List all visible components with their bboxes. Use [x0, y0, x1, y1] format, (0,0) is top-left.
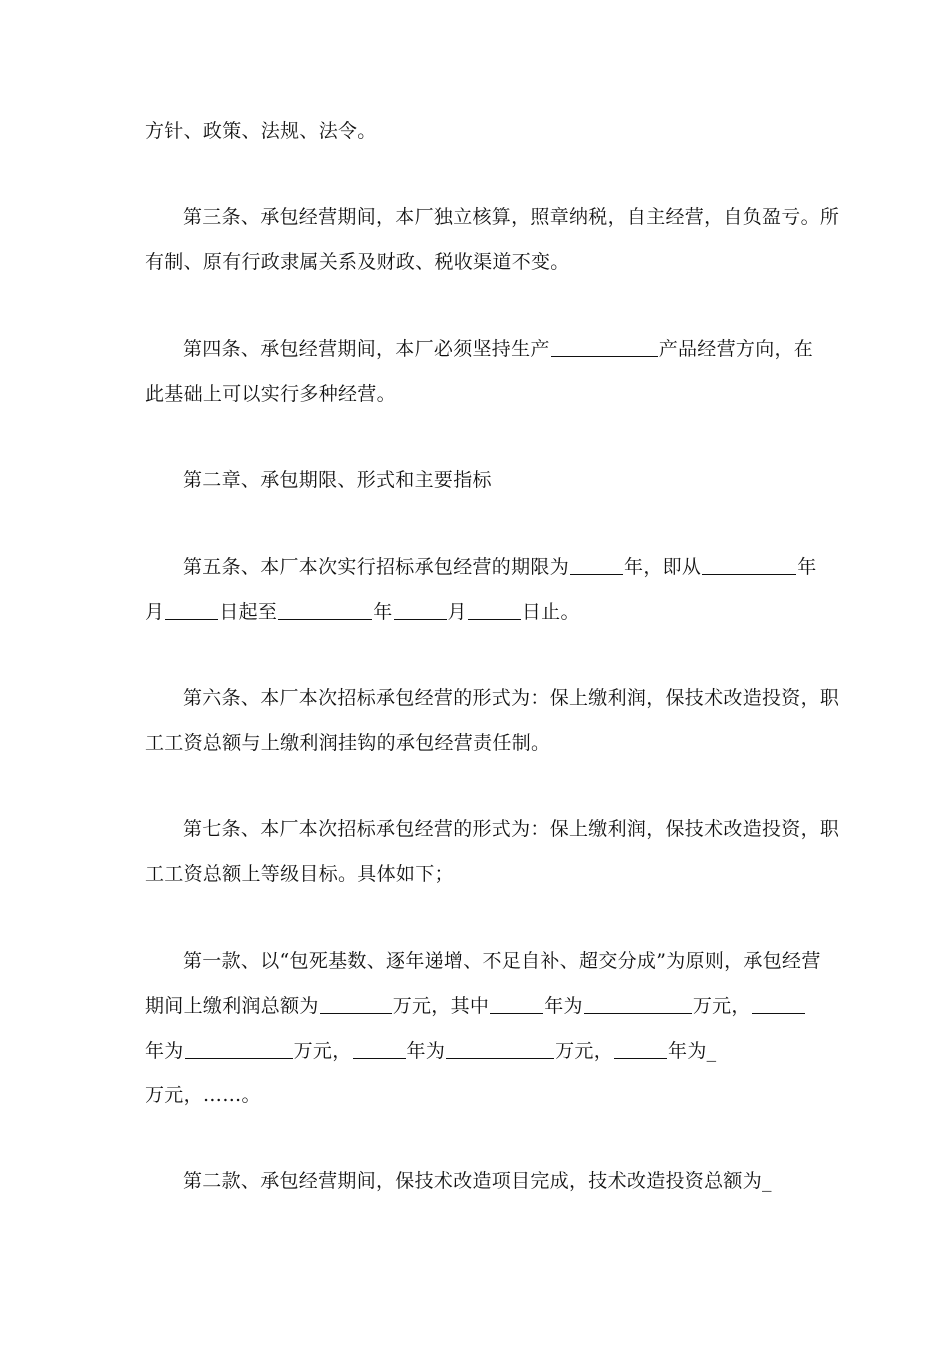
article-6-line-2	[145, 729, 810, 757]
clause-1-line-2	[145, 992, 810, 1020]
text-span: 年为	[406, 1040, 446, 1062]
text-span: 万元，	[555, 1040, 614, 1062]
blank-underline	[490, 993, 543, 1014]
blank-underline	[165, 599, 218, 620]
text-span: 第七条、本厂本次招标承包经营的形式为：保上缴利润，保技术改造投资，职	[183, 818, 840, 840]
blank-underline	[584, 993, 692, 1014]
blank-underline	[446, 1038, 554, 1059]
text-span: 此基础上可以实行多种经营。	[145, 383, 396, 405]
text-span: 年为	[544, 995, 583, 1017]
blank-underline	[353, 1038, 406, 1059]
text-span: 工工资总额上等级目标。具体如下；	[145, 863, 454, 885]
clause-1-line-3	[145, 1037, 810, 1065]
text-span: 第二章、承包期限、形式和主要指标	[183, 469, 492, 491]
text-span: 万元，	[293, 1040, 352, 1062]
blank-underline	[702, 554, 796, 575]
article-7-line-1	[183, 815, 840, 843]
article-3-line-1	[183, 203, 840, 231]
text-span: 第二款、承包经营期间，保技术改造项目完成，技术改造投资总额为_	[183, 1170, 772, 1192]
article-7-line-2	[145, 860, 810, 888]
text-span: 第六条、本厂本次招标承包经营的形式为：保上缴利润，保技术改造投资，职	[183, 687, 840, 709]
text-span: 方针、政策、法规、法令。	[145, 120, 377, 142]
text-span: 日止。	[521, 601, 580, 623]
blank-underline	[752, 993, 805, 1014]
text-span: 年	[797, 556, 817, 578]
blank-underline	[320, 993, 392, 1014]
text-span: 第一款、以“包死基数、逐年递增、不足自补、超交分成”为原则，承包经营	[183, 950, 821, 972]
article-5-line-1	[183, 553, 817, 581]
blank-underline	[551, 336, 658, 357]
article-4-line-2	[145, 380, 810, 408]
article-3-line-2	[145, 248, 810, 276]
text-span: 第三条、承包经营期间，本厂独立核算，照章纳税，自主经营，自负盈亏。所	[183, 206, 840, 228]
text-span: 年，即从	[624, 556, 702, 578]
blank-underline	[614, 1038, 667, 1059]
text-span: 万元，	[692, 995, 751, 1017]
clause-2-line-1	[183, 1167, 810, 1195]
text-span: 产品经营方向，在	[658, 338, 814, 360]
text-span: 期间上缴利润总额为	[145, 995, 319, 1017]
blank-underline	[570, 554, 623, 575]
text-span: 第四条、承包经营期间，本厂必须坚持生产	[183, 338, 550, 360]
article-6-line-1	[183, 684, 840, 712]
blank-underline	[278, 599, 372, 620]
paragraph-line	[145, 117, 810, 145]
text-span: 万元，……。	[145, 1084, 261, 1106]
text-span: 第五条、本厂本次实行招标承包经营的期限为	[183, 556, 570, 578]
text-span: 年	[373, 601, 393, 623]
text-span: 年为_	[668, 1040, 717, 1062]
article-5-line-2	[145, 598, 810, 626]
text-span: 工工资总额与上缴利润挂钩的承包经营责任制。	[145, 732, 551, 754]
article-4-line-1	[183, 335, 814, 363]
chapter-2-heading	[183, 466, 810, 494]
clause-1-line-1	[183, 947, 821, 975]
text-span: 日起至	[219, 601, 278, 623]
clause-1-line-4	[145, 1081, 810, 1109]
blank-underline	[468, 599, 521, 620]
text-span: 万元，其中	[392, 995, 490, 1017]
blank-underline	[394, 599, 447, 620]
text-span: 月	[447, 601, 467, 623]
text-span: 有制、原有行政隶属关系及财政、税收渠道不变。	[145, 251, 570, 273]
blank-underline	[185, 1038, 293, 1059]
text-span: 月	[145, 601, 165, 623]
text-span: 年为	[145, 1040, 184, 1062]
